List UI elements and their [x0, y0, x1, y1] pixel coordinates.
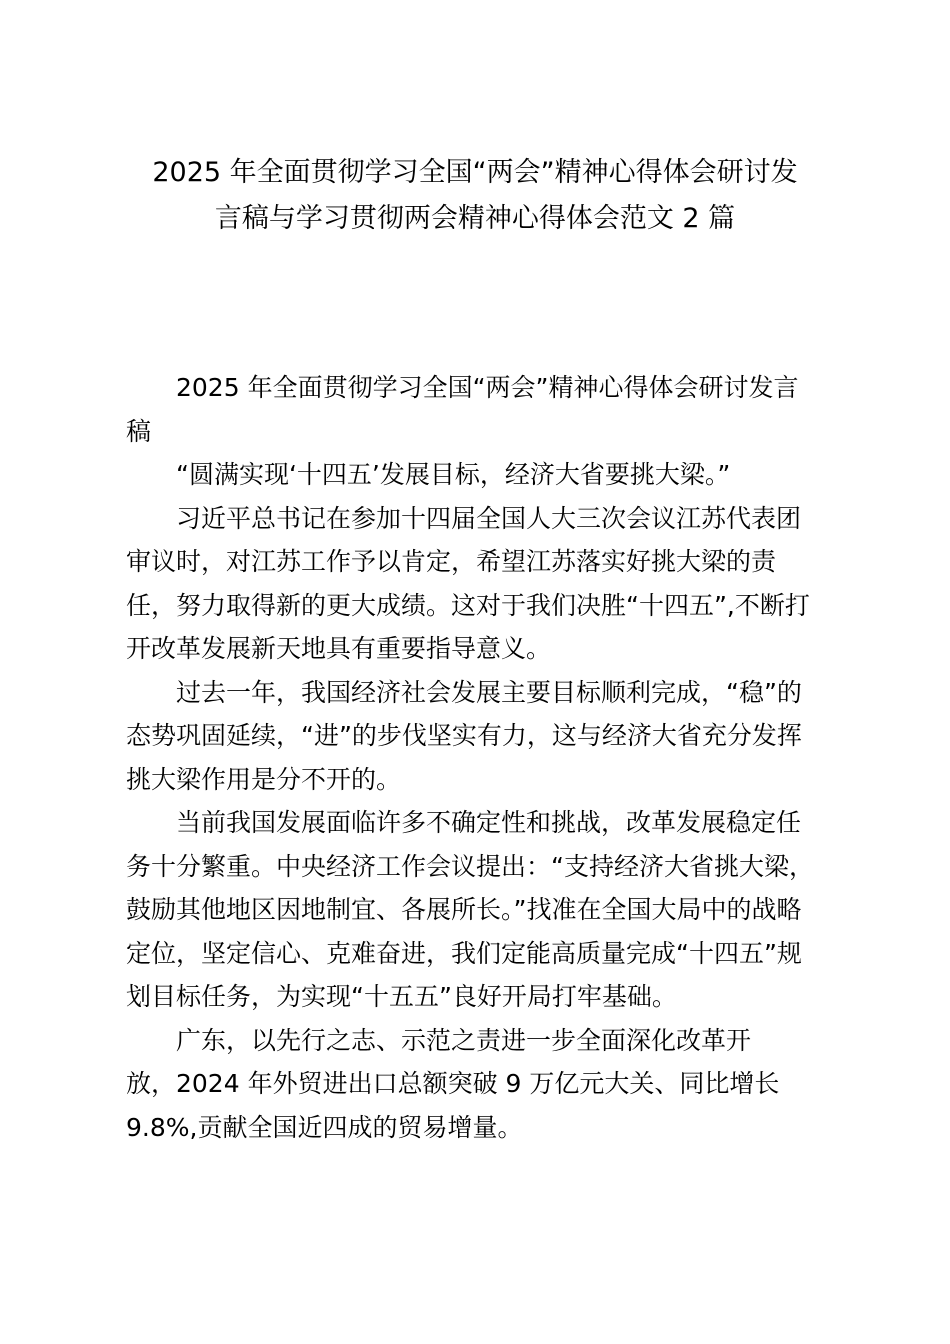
paragraph-line: 广东，以先行之志、示范之责进一步全面深化改革开: [176, 1025, 752, 1055]
paragraph-line: 定位，坚定信心、克难奋进，我们定能高质量完成“十四五”规: [126, 938, 802, 968]
document-title: [110, 150, 840, 242]
paragraph-line: 过去一年，我国经济社会发展主要目标顺利完成，“稳”的: [176, 677, 802, 707]
paragraph-line: 当前我国发展面临许多不确定性和挑战，改革发展稳定任: [176, 808, 802, 837]
title-line-1: 2025 年全面贯彻学习全国“两会”精神心得体会研讨发: [152, 157, 798, 188]
paragraph-line: 放，2024 年外贸进出口总额突破 9 万亿元大关、同比增长: [126, 1069, 780, 1098]
paragraph-line: 审议时，对江苏工作予以肯定，希望江苏落实好挑大梁的责: [126, 547, 777, 576]
paragraph-2: [126, 453, 834, 497]
paragraph-line: 划目标任务，为实现“十五五”良好开局打牢基础。: [126, 982, 677, 1011]
document-body: [126, 366, 834, 1149]
paragraph-line: 鼓励其他地区因地制宜、各展所长。”找准在全国大局中的战略: [126, 895, 802, 924]
title-line-2: 言稿与学习贯彻两会精神心得体会范文 2 篇: [214, 203, 736, 234]
paragraph-3: [126, 497, 834, 671]
paragraph-line: 稿: [126, 416, 152, 446]
paragraph-5: [126, 801, 834, 1019]
paragraph-line: “圆满实现‘十四五’发展目标，经济大省要挑大梁。”: [176, 460, 731, 489]
paragraph-1: [126, 366, 834, 453]
paragraph-line: 任，努力取得新的更大成绩。这对于我们决胜“十四五”,不断打: [126, 590, 810, 620]
paragraph-line: 9.8%,贡献全国近四成的贸易增量。: [126, 1112, 523, 1142]
paragraph-line: 习近平总书记在参加十四届全国人大三次会议江苏代表团: [176, 503, 802, 533]
paragraph-line: 务十分繁重。中央经济工作会议提出：“支持经济大省挑大梁，: [126, 851, 814, 881]
paragraph-line: 开改革发展新天地具有重要指导意义。: [126, 634, 552, 663]
paragraph-6: [126, 1019, 834, 1150]
paragraph-line: 挑大梁作用是分不开的。: [126, 764, 402, 794]
paragraph-line: 态势巩固延续，“进”的步伐坚实有力，这与经济大省充分发挥: [126, 721, 802, 750]
paragraph-line: 2025 年全面贯彻学习全国“两会”精神心得体会研讨发言: [176, 373, 799, 402]
paragraph-4: [126, 671, 834, 802]
